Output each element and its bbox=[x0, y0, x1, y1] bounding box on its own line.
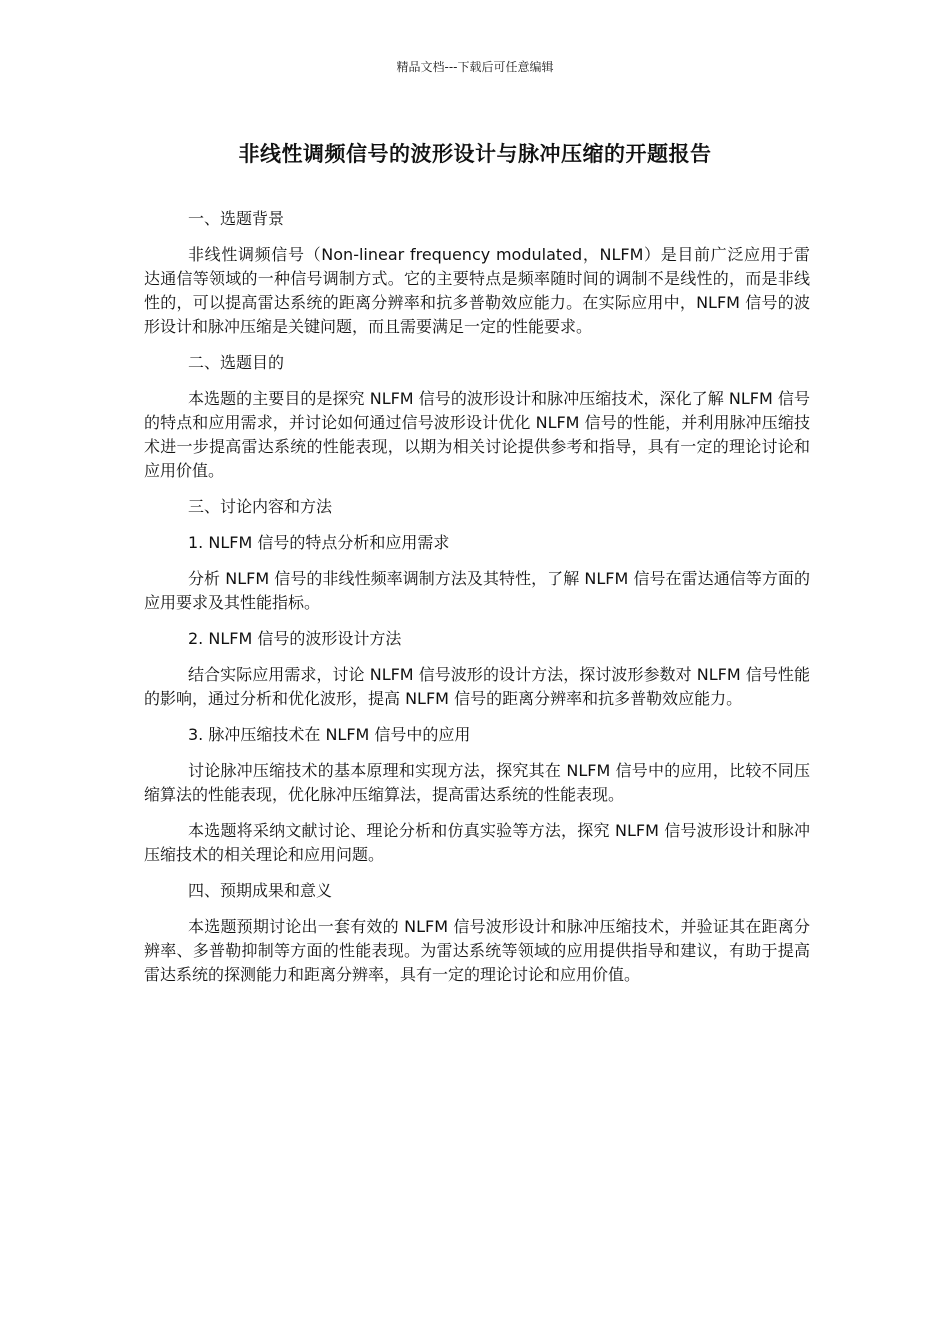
paragraph-pulse-compression: 讨论脉冲压缩技术的基本原理和实现方法，探究其在 NLFM 信号中的应用，比较不同压缩算法的性能表现，优化脉冲压缩算法，提高雷达系统的性能表现。 bbox=[144, 761, 810, 804]
paragraph-expected-results: 本选题预期讨论出一套有效的 NLFM 信号波形设计和脉冲压缩技术，并验证其在距离分辨率、多普勒抑制等方面的性能表现。为雷达系统等领域的应用提供指导和建议，有助于提高雷达系统的探测能力和距离分辨率，具有一定的理论讨论和应用价值。 bbox=[144, 917, 810, 984]
section-heading-purpose: 二、选题目的 bbox=[188, 353, 285, 372]
subheading-pulse-compression: 3. 脉冲压缩技术在 NLFM 信号中的应用 bbox=[188, 725, 471, 744]
paragraph-background: 非线性调频信号（Non-linear frequency modulated，NLFM）是目前广泛应用于雷达通信等领域的一种信号调制方式。它的主要特点是频率随时间的调制不是线性的，而是非线性的，可以提高雷达系统的距离分辨率和抗多普勒效应能力。在实际应用中，NLFM 信号的波形设计和脉冲压缩是关键问题，而且需要满足一定的性能要求。 bbox=[144, 245, 810, 336]
document-body bbox=[144, 207, 810, 999]
section-heading-expected-results: 四、预期成果和意义 bbox=[188, 881, 333, 900]
document-title: 非线性调频信号的波形设计与脉冲压缩的开题报告 bbox=[238, 142, 712, 166]
subheading-waveform-design: 2. NLFM 信号的波形设计方法 bbox=[188, 629, 402, 648]
paragraph-purpose: 本选题的主要目的是探究 NLFM 信号的波形设计和脉冲压缩技术，深化了解 NLFM 信号的特点和应用需求，并讨论如何通过信号波形设计优化 NLFM 信号的性能，并利用脉冲压缩技术进一步提高雷达系统的性能表现，以期为相关讨论提供参考和指导，具有一定的理论讨论和应用价值。 bbox=[144, 389, 810, 480]
section-heading-content-methods: 三、讨论内容和方法 bbox=[188, 497, 333, 516]
paragraph-waveform-design: 结合实际应用需求，讨论 NLFM 信号波形的设计方法，探讨波形参数对 NLFM 信号性能的影响，通过分析和优化波形，提高 NLFM 信号的距离分辨率和抗多普勒效应能力。 bbox=[144, 665, 810, 708]
header-note: 精品文档---下载后可任意编辑 bbox=[396, 60, 554, 74]
paragraph-nlfm-analysis: 分析 NLFM 信号的非线性频率调制方法及其特性，了解 NLFM 信号在雷达通信等方面的应用要求及其性能指标。 bbox=[144, 569, 810, 612]
section-heading-background: 一、选题背景 bbox=[188, 209, 285, 228]
paragraph-methods: 本选题将采纳文献讨论、理论分析和仿真实验等方法，探究 NLFM 信号波形设计和脉冲压缩技术的相关理论和应用问题。 bbox=[144, 821, 810, 864]
subheading-nlfm-analysis: 1. NLFM 信号的特点分析和应用需求 bbox=[188, 533, 450, 552]
